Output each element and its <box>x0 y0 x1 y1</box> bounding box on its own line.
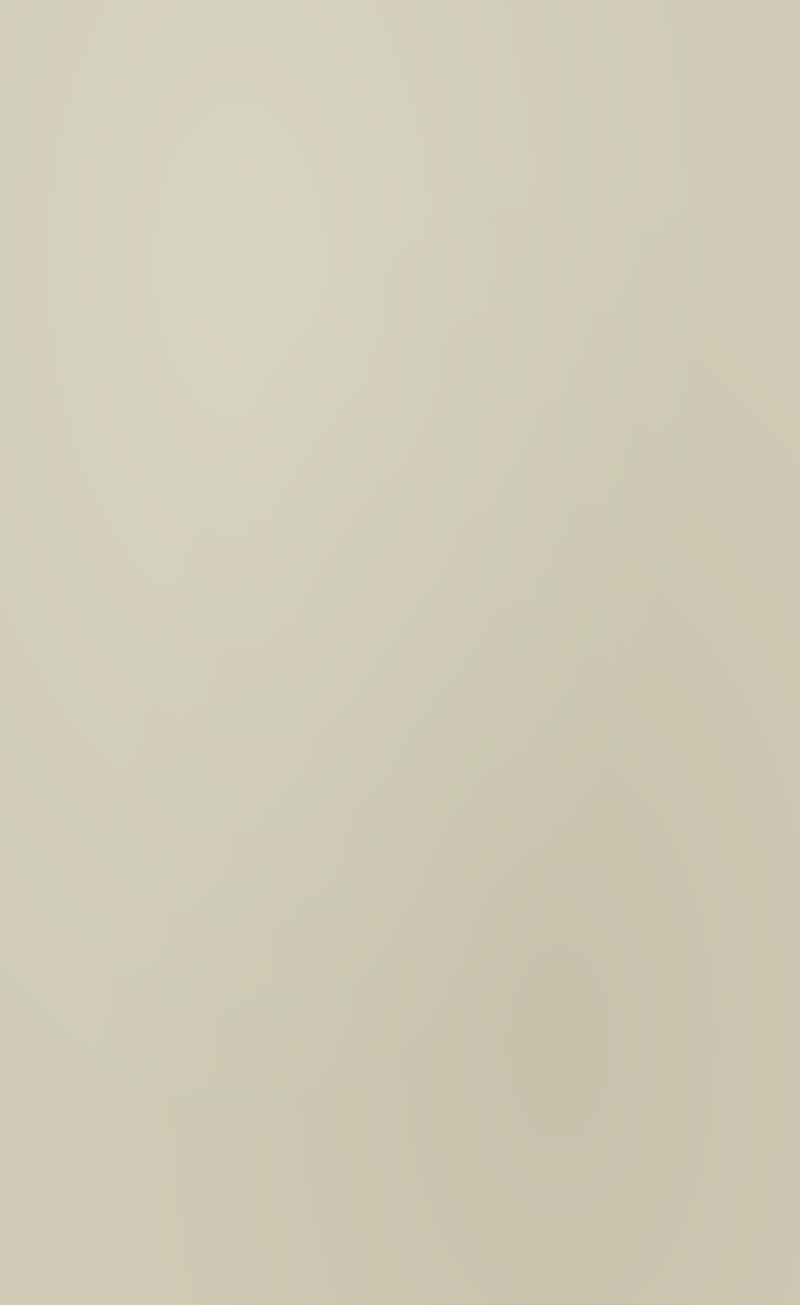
running-head <box>115 82 725 106</box>
